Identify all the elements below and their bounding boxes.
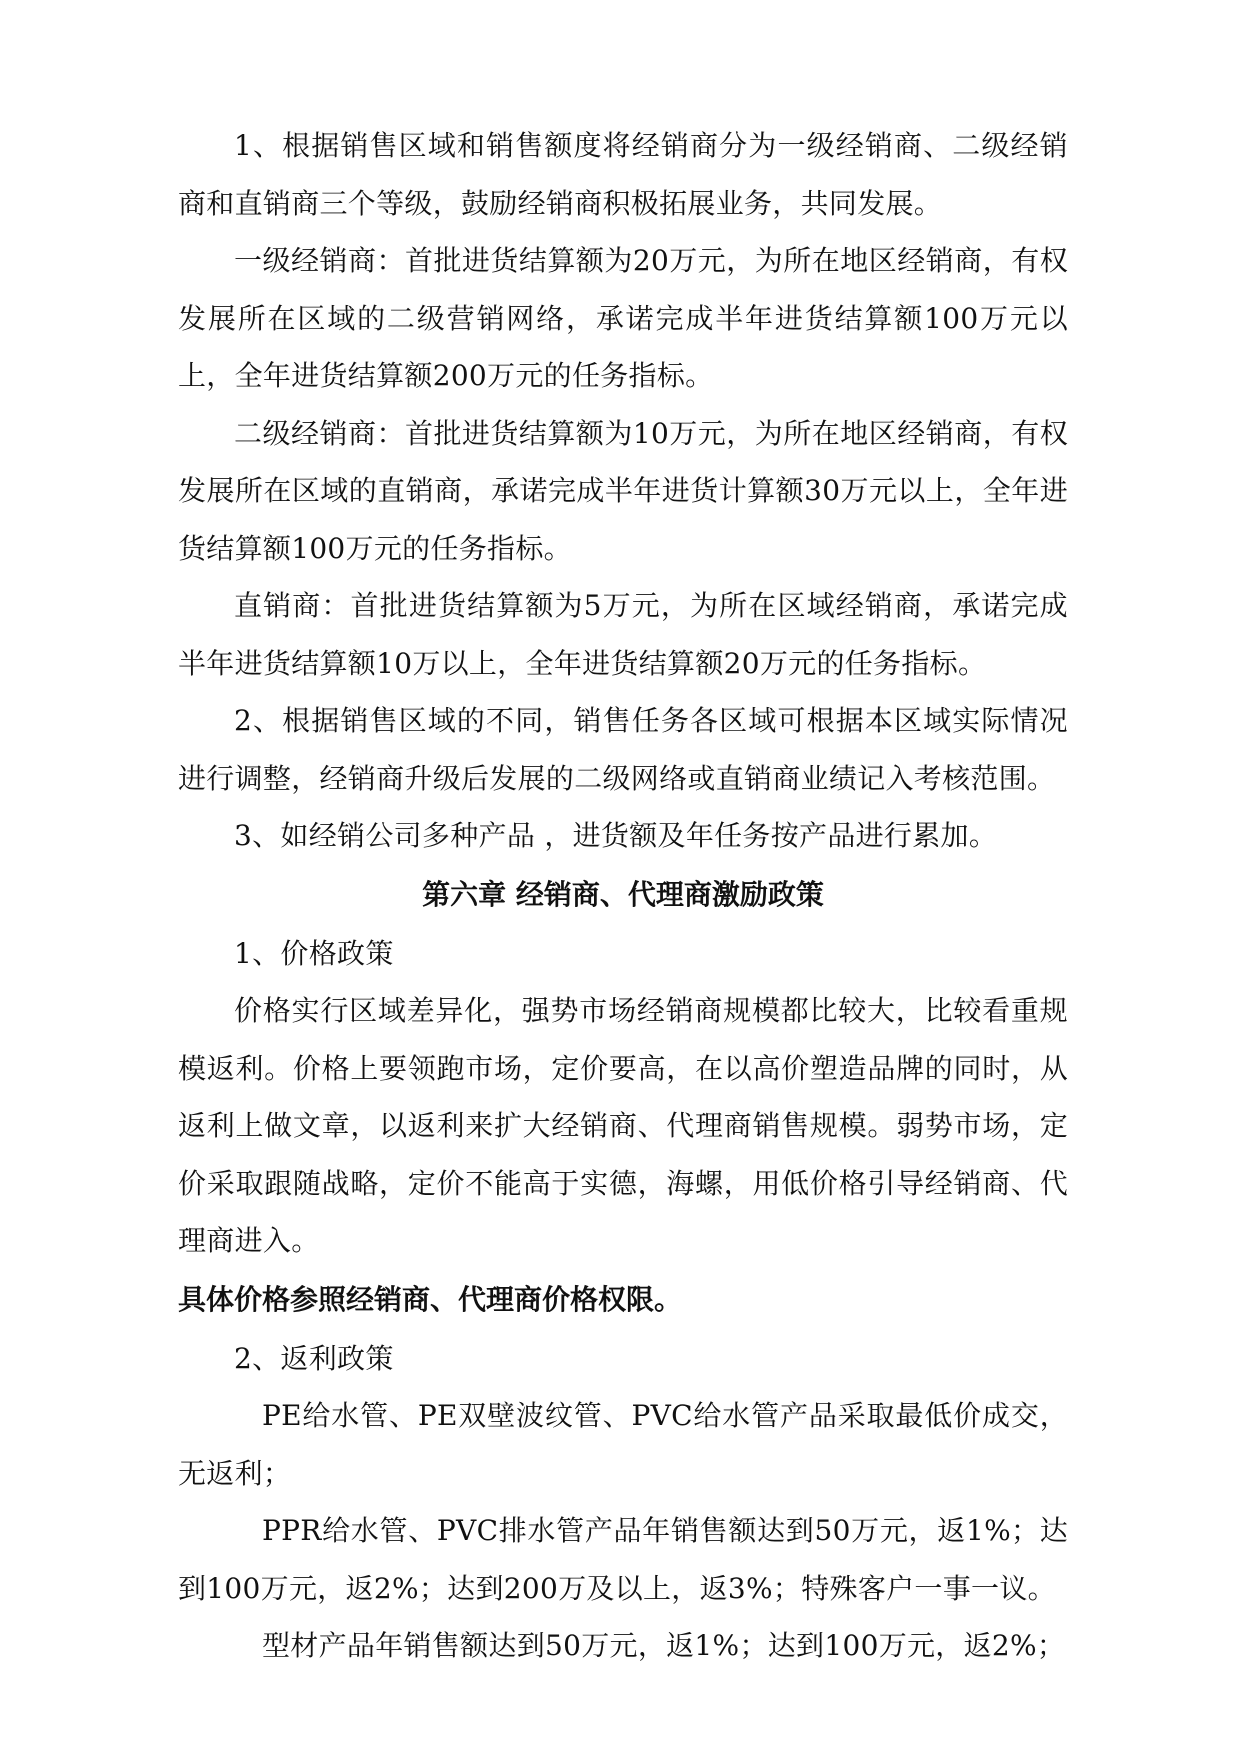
document-body bbox=[178, 117, 1068, 1675]
paragraph-price-policy: 价格实行区域差异化，强势市场经销商规模都比较大，比较看重规模返利。价格上要领跑市场，定价要高，在以高价塑造品牌的同时，从返利上做文章，以返利来扩大经销商、代理商销售规模。弱势市场，定价采取跟随战略，定价不能高于实德，海螺，用低价格引导经销商、代理商进入。 bbox=[178, 994, 1068, 1257]
paragraph-dealer-levels: 1、根据销售区域和销售额度将经销商分为一级经销商、二级经销商和直销商三个等级，鼓励经销商积极拓展业务，共同发展。 bbox=[178, 129, 1068, 220]
section-title-rebate-policy: 2、返利政策 bbox=[234, 1341, 394, 1375]
chapter-heading: 第六章 经销商、代理商激励政策 bbox=[422, 877, 824, 911]
paragraph-rebate-profile: 型材产品年销售额达到50万元，返1%；达到100万元，返2%； bbox=[262, 1629, 1066, 1662]
section-title-price-policy: 1、价格政策 bbox=[234, 936, 394, 970]
paragraph-level-one-dealer: 一级经销商：首批进货结算额为20万元，为所在地区经销商，有权发展所在区域的二级营销网络，承诺完成半年进货结算额100万元以上，全年进货结算额200万元的任务指标。 bbox=[178, 244, 1068, 392]
paragraph-rebate-pe-pvc: PE给水管、PE双壁波纹管、PVC给水管产品采取最低价成交，无返利； bbox=[178, 1399, 1068, 1490]
bold-price-reference-note: 具体价格参照经销商、代理商价格权限。 bbox=[178, 1282, 683, 1316]
paragraph-direct-seller: 直销商：首批进货结算额为5万元，为所在区域经销商，承诺完成半年进货结算额10万以上，全年进货结算额20万元的任务指标。 bbox=[178, 589, 1068, 680]
paragraph-multiple-products: 3、如经销公司多种产品 ，进货额及年任务按产品进行累加。 bbox=[234, 819, 998, 852]
paragraph-level-two-dealer: 二级经销商：首批进货结算额为10万元，为所在地区经销商，有权发展所在区域的直销商，承诺完成半年进货计算额30万元以上，全年进货结算额100万元的任务指标。 bbox=[178, 416, 1068, 565]
paragraph-rebate-ppr: PPR给水管、PVC排水管产品年销售额达到50万元，返1%；达到100万元，返2%；达到200万及以上，返3%；特殊客户一事一议。 bbox=[178, 1514, 1068, 1605]
paragraph-regional-adjustment: 2、根据销售区域的不同，销售任务各区域可根据本区域实际情况进行调整，经销商升级后发展的二级网络或直销商业绩记入考核范围。 bbox=[178, 704, 1068, 795]
